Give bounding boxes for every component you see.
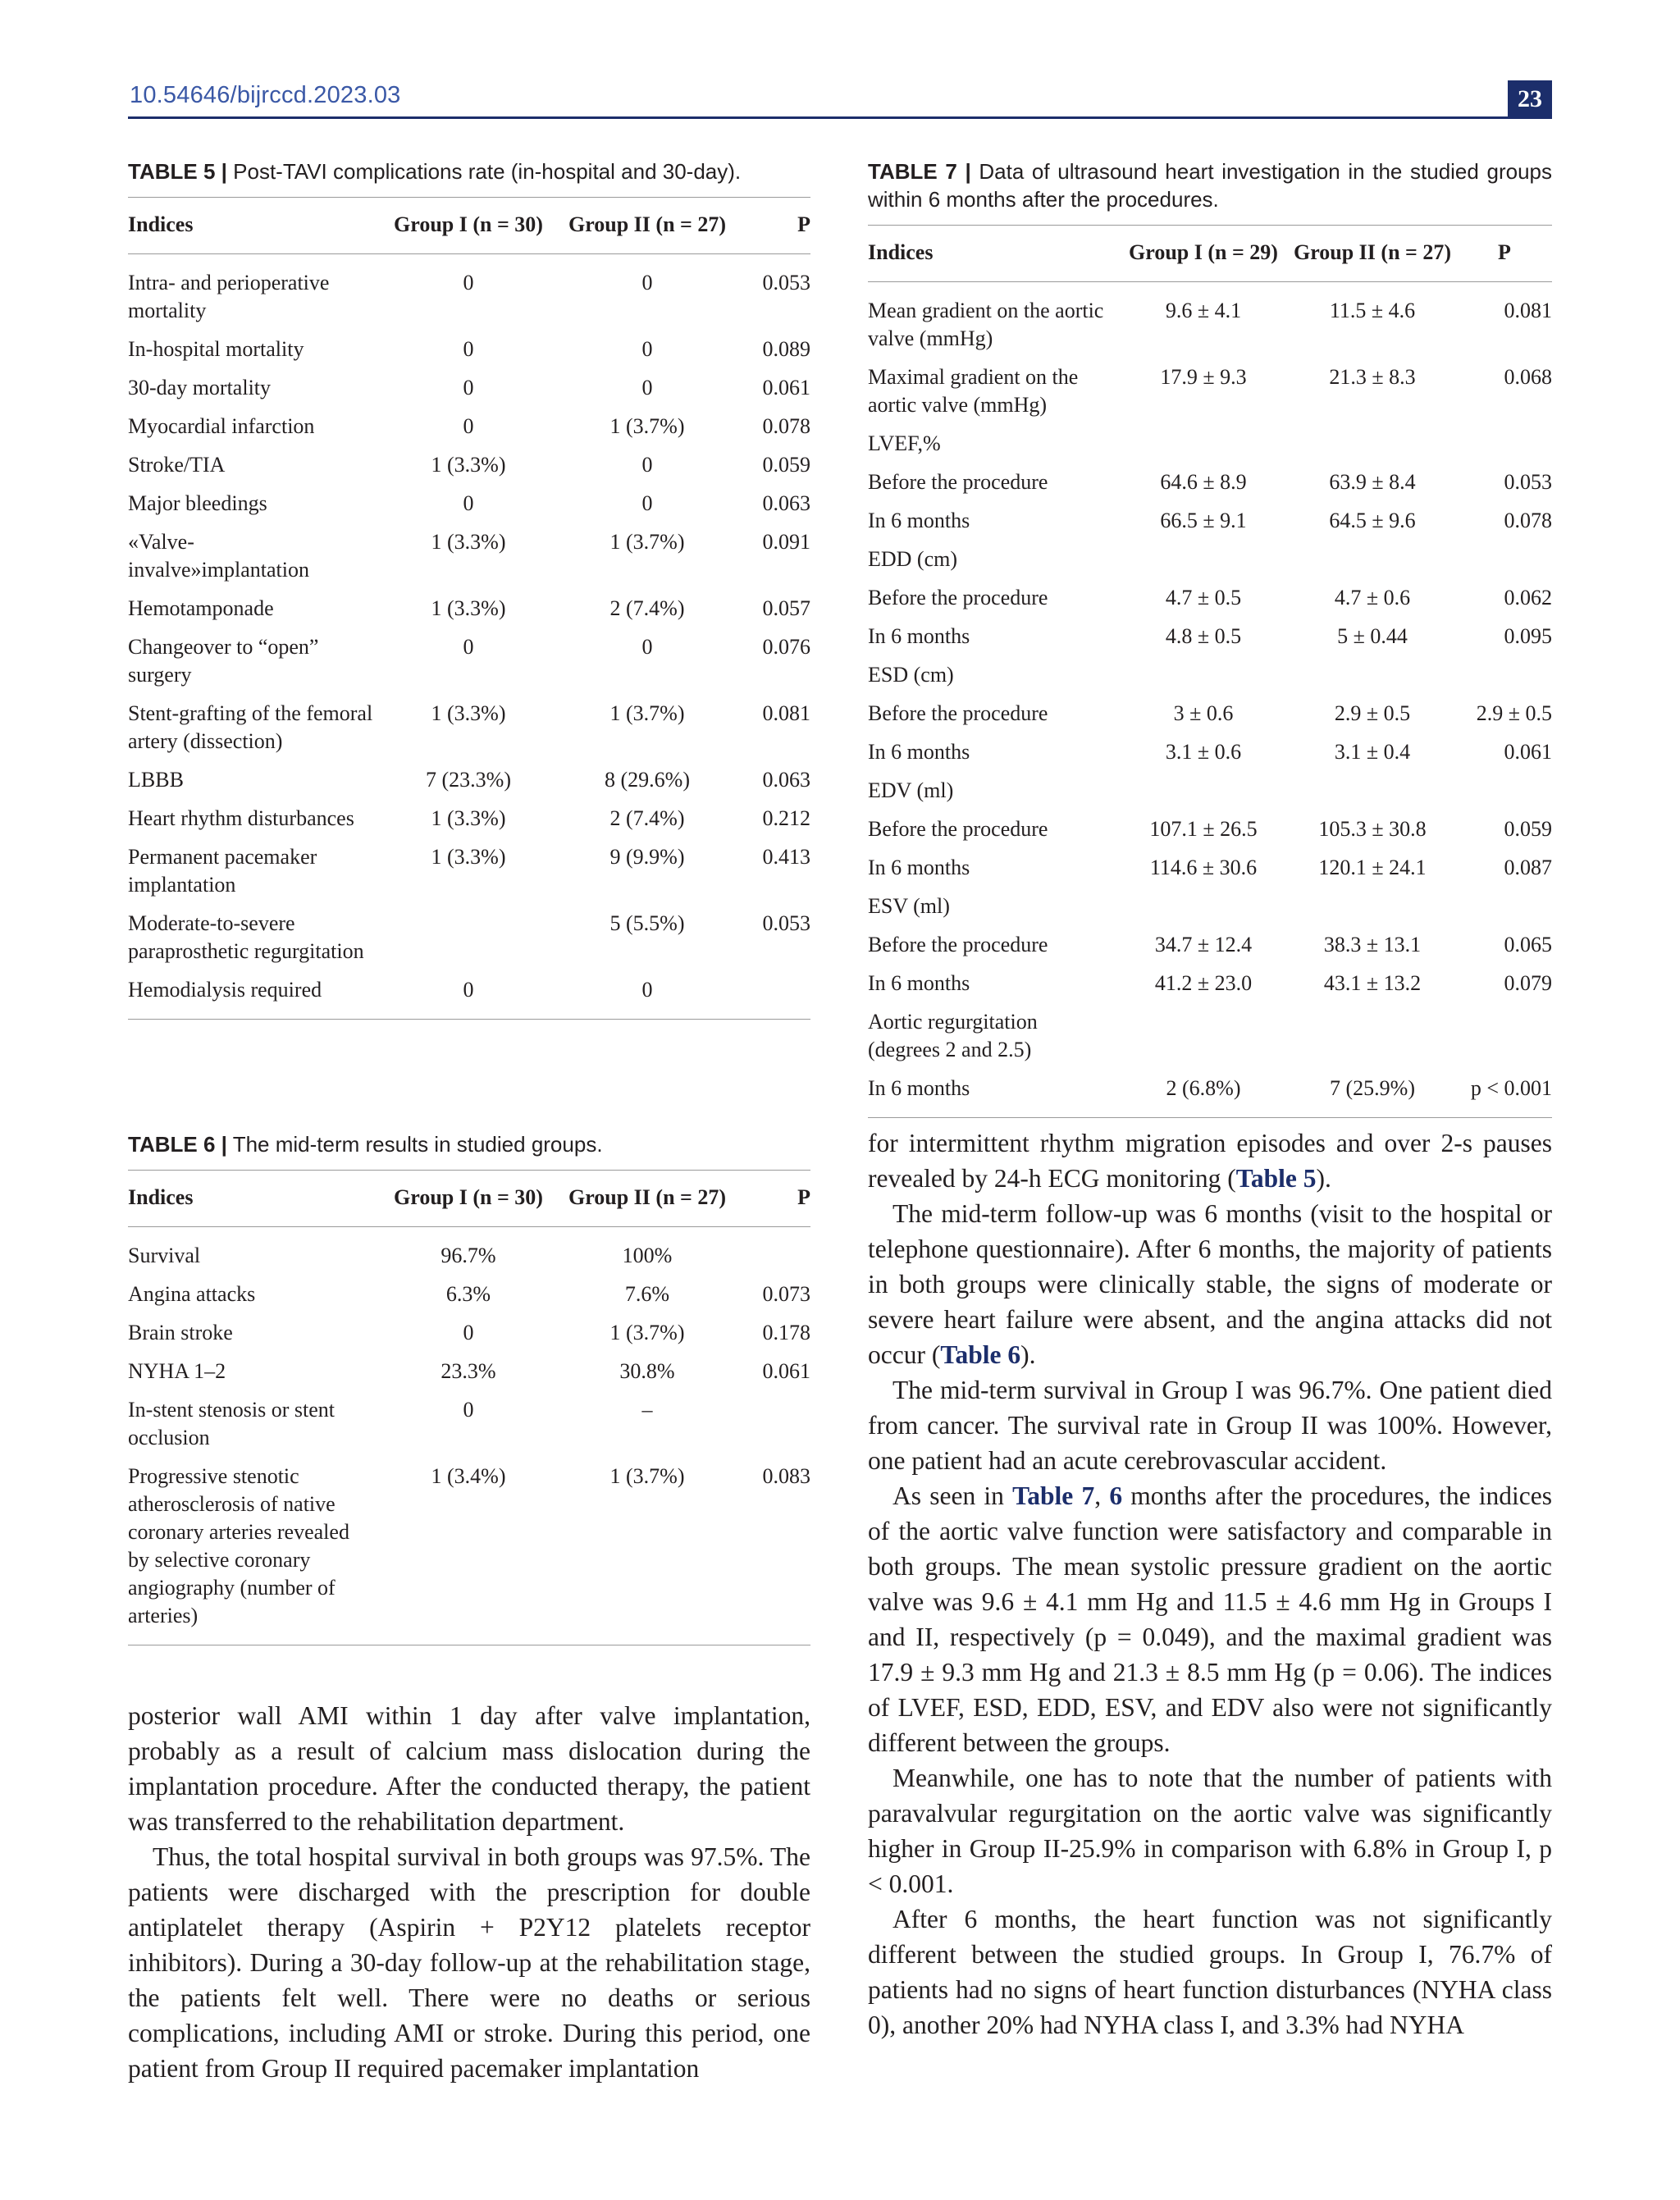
row-label-cell: Myocardial infarction: [128, 414, 315, 438]
value-cell: 0: [463, 414, 474, 438]
value-cell: 4.8 ± 0.5: [1165, 624, 1242, 648]
value-cell: [1457, 658, 1552, 696]
table-row: [868, 889, 1552, 928]
value-cell: 100%: [622, 1244, 673, 1267]
row-label-cell: Mean gradient on the aortic valve (mmHg): [868, 299, 1104, 350]
value-cell: 0.062: [1504, 586, 1552, 609]
value-cell: –: [641, 1398, 653, 1422]
value-cell: 9.6 ± 4.1: [1165, 299, 1242, 322]
table-row: [868, 504, 1552, 542]
row-label-cell: In 6 months: [868, 740, 970, 764]
paragraph: posterior wall AMI within 1 day after valve implantation, probably as a result of calcium mass dislocation during the implantation procedure. After the conducted therapy, the patient was transferred to the rehabilitation department.: [128, 1701, 810, 1836]
value-cell: 0.095: [1504, 624, 1552, 648]
left-column-text: [128, 1698, 810, 2086]
table-row: [868, 696, 1552, 735]
value-cell: [742, 1393, 810, 1459]
column-header: Indices: [128, 1171, 384, 1227]
value-cell: 8 (29.6%): [605, 768, 690, 792]
row-label-cell: Stroke/TIA: [128, 453, 226, 477]
value-cell: 120.1 ± 24.1: [1318, 856, 1427, 879]
value-cell: [1288, 658, 1457, 696]
value-cell: 3.1 ± 0.4: [1334, 740, 1411, 764]
table-row: [868, 966, 1552, 1005]
row-label-cell: Survival: [128, 1244, 201, 1267]
value-cell: 0.061: [762, 376, 810, 399]
value-cell: 0.089: [762, 337, 810, 361]
row-label-cell: Angina attacks: [128, 1282, 256, 1306]
value-cell: 23.3%: [441, 1359, 496, 1383]
value-cell: 6.3%: [445, 1282, 491, 1306]
value-cell: 0.063: [762, 491, 810, 515]
paragraph: Meanwhile, one has to note that the number of patients with paravalvular regurgitation on the aortic valve was significantly higher in Group II-25.9% in comparison with 6.8% in Group I, p < 0.001.: [868, 1764, 1552, 1898]
table-7: [868, 225, 1552, 1118]
table-row: [128, 906, 810, 973]
column-header: Group I (n = 30): [384, 198, 553, 254]
value-cell: 1 (3.3%): [431, 845, 506, 869]
value-cell: 1 (3.7%): [609, 530, 685, 554]
table-row: [128, 763, 810, 801]
value-cell: 1 (3.3%): [431, 530, 506, 554]
value-cell: [1457, 542, 1552, 581]
row-label-cell: Before the procedure: [868, 470, 1048, 494]
doi-link[interactable]: 10.54646/bijrccd.2023.03: [130, 82, 401, 108]
table-row: [868, 851, 1552, 889]
value-cell: 0: [463, 978, 474, 1002]
table-7-caption-text: Data of ultrasound heart investigation in the studied groups within 6 months after the procedures.: [868, 159, 1552, 212]
value-cell: [1119, 658, 1288, 696]
value-cell: 0.073: [762, 1282, 810, 1306]
right-column-text: [868, 1125, 1552, 2043]
value-cell: 0: [463, 1321, 474, 1344]
table-5-block: [128, 157, 810, 1020]
table-row: [128, 448, 810, 486]
value-cell: 0: [463, 635, 474, 659]
value-cell: 2 (6.8%): [1166, 1076, 1241, 1100]
value-cell: 43.1 ± 13.2: [1323, 971, 1422, 995]
value-cell: 0.212: [762, 806, 810, 830]
table-7-body: [868, 282, 1552, 1118]
value-cell: 3 ± 0.6: [1173, 701, 1234, 725]
value-cell: 0.053: [1504, 470, 1552, 494]
row-label-cell: Intra- and perioperative mortality: [128, 271, 330, 322]
page-header: [128, 80, 1552, 119]
value-cell: 114.6 ± 30.6: [1149, 856, 1258, 879]
column-header: Indices: [128, 198, 384, 254]
value-cell: 1 (3.7%): [609, 1464, 685, 1488]
value-cell: [1288, 542, 1457, 581]
value-cell: [1119, 427, 1288, 465]
value-cell: 64.5 ± 9.6: [1329, 509, 1416, 532]
table-row: [868, 1071, 1552, 1118]
value-cell: 0.059: [762, 453, 810, 477]
value-cell: 0: [641, 337, 653, 361]
value-cell: 0: [463, 376, 474, 399]
value-cell: 4.7 ± 0.6: [1334, 586, 1411, 609]
row-label-cell: Changeover to “open” surgery: [128, 635, 319, 687]
row-label-cell: LVEF,%: [868, 431, 941, 455]
value-cell: 0.079: [1504, 971, 1552, 995]
row-label-cell: 30-day mortality: [128, 376, 272, 399]
row-label-cell: Moderate-to-severe paraprosthetic regurgitation: [128, 911, 364, 963]
value-cell: [1119, 889, 1288, 928]
table-row: [868, 1005, 1552, 1071]
table-row: [868, 360, 1552, 427]
value-cell: 0.083: [762, 1464, 810, 1488]
table-7-header-row: [868, 226, 1552, 282]
value-cell: 0.061: [762, 1359, 810, 1383]
table-6-body: [128, 1227, 810, 1645]
table-row: [128, 1227, 810, 1278]
column-header: Group I (n = 29): [1119, 226, 1288, 282]
row-label-cell: Aortic regurgitation (degrees 2 and 2.5): [868, 1010, 1038, 1061]
value-cell: 1 (3.3%): [431, 806, 506, 830]
table-5-body: [128, 254, 810, 1020]
value-cell: 2 (7.4%): [609, 596, 685, 620]
paragraph: As seen in Table 7, 6 months after the procedures, the indices of the aortic valve function were satisfactory and comparable in both groups. The mean systolic pressure gradient on the aortic valve was 9.6 ± 4.1 mm Hg and 11.5 ± 4.6 mm Hg in Groups I and II, respectively (p = 0.049), and the maximal gradient was 17.9 ± 9.3 mm Hg and 21.3 ± 8.5 mm Hg (p = 0.06). The indices of LVEF, ESD, EDD, ESV, and EDV also were not significantly different between the groups.: [868, 1481, 1553, 1757]
table-row: [128, 525, 810, 591]
table-7-caption: [868, 157, 1552, 213]
row-label-cell: Brain stroke: [128, 1321, 233, 1344]
value-cell: 66.5 ± 9.1: [1160, 509, 1247, 532]
value-cell: 21.3 ± 8.3: [1329, 365, 1416, 389]
value-cell: 0.068: [1504, 365, 1552, 389]
row-label-cell: LBBB: [128, 768, 184, 792]
column-header: Group II (n = 27): [553, 1171, 742, 1227]
value-cell: 0.065: [1504, 933, 1552, 956]
table-row: [128, 801, 810, 840]
table-row: [868, 542, 1552, 581]
row-label-cell: In 6 months: [868, 1076, 970, 1100]
value-cell: 1 (3.7%): [609, 701, 685, 725]
value-cell: 0: [463, 491, 474, 515]
value-cell: 17.9 ± 9.3: [1160, 365, 1247, 389]
value-cell: 0.413: [762, 845, 810, 869]
value-cell: [1457, 427, 1552, 465]
row-label-cell: In 6 months: [868, 971, 970, 995]
table-7-link[interactable]: Table 7: [1012, 1481, 1095, 1510]
table-row: [128, 1459, 810, 1645]
row-label-cell: Permanent pacemaker implantation: [128, 845, 317, 897]
value-cell: 0: [463, 1398, 474, 1422]
value-cell: 0.081: [1504, 299, 1552, 322]
value-cell: [742, 1227, 810, 1278]
row-label-cell: Before the procedure: [868, 817, 1048, 841]
value-cell: [1457, 1005, 1552, 1071]
table-6-block: [128, 1130, 810, 1645]
paragraph: Thus, the total hospital survival in both groups was 97.5%. The patients were discharged with the prescription for double antiplatelet therapy (Aspirin + P2Y12 platelets receptor inhibitors). During a 30-day follow-up at the rehabilitation stage, the patients felt well. There were no deaths or serious complications, including AMI or stroke. During this period, one patient from Group II required pacemaker implantation: [128, 1842, 810, 2083]
value-cell: 41.2 ± 23.0: [1154, 971, 1253, 995]
value-cell: 1 (3.3%): [431, 453, 506, 477]
table-7-block: [868, 157, 1552, 1118]
row-label-cell: EDV (ml): [868, 778, 954, 802]
row-label-cell: Major bleedings: [128, 491, 267, 515]
value-cell: 0.081: [762, 701, 810, 725]
row-label-cell: EDD (cm): [868, 547, 958, 571]
value-cell: 38.3 ± 13.1: [1323, 933, 1422, 956]
value-cell: 107.1 ± 26.5: [1149, 817, 1258, 841]
figure-6-link[interactable]: 6: [1109, 1481, 1123, 1510]
table-row: [128, 630, 810, 696]
value-cell: 5 ± 0.44: [1337, 624, 1408, 648]
value-cell: 0.087: [1504, 856, 1552, 879]
value-cell: [1119, 542, 1288, 581]
value-cell: 0.053: [762, 911, 810, 935]
table-row: [128, 1393, 810, 1459]
column-header: Indices: [868, 226, 1119, 282]
row-label-cell: In-hospital mortality: [128, 337, 304, 361]
value-cell: 0: [641, 453, 653, 477]
value-cell: 0: [463, 271, 474, 294]
value-cell: 0.091: [762, 530, 810, 554]
value-cell: 1 (3.3%): [431, 701, 506, 725]
row-label-cell: «Valve-invalve»implantation: [128, 530, 309, 582]
value-cell: 0.059: [1504, 817, 1552, 841]
table-6-caption-text: The mid-term results in studied groups.: [232, 1132, 603, 1157]
paragraph: After 6 months, the heart function was not significantly different between the studied groups. In Group I, 76.7% of patients had no signs of heart function disturbances (NYHA class 0), another 20% had NYHA class I, and 3.3% had NYHA: [868, 1905, 1552, 2039]
row-label-cell: NYHA 1–2: [128, 1359, 226, 1383]
table-row: [128, 840, 810, 906]
value-cell: 0.078: [762, 414, 810, 438]
value-cell: 0.057: [762, 596, 810, 620]
value-cell: [1457, 889, 1552, 928]
row-label-cell: Heart rhythm disturbances: [128, 806, 354, 830]
table-row: [868, 465, 1552, 504]
table-row: [128, 332, 810, 371]
table-row: [128, 591, 810, 630]
value-cell: 0.063: [762, 768, 810, 792]
value-cell: [742, 973, 810, 1020]
row-label-cell: ESV (ml): [868, 894, 950, 918]
row-label-cell: In-stent stenosis or stent occlusion: [128, 1398, 336, 1449]
paragraph: The mid-term survival in Group I was 96.7%. One patient died from cancer. The survival rate in Group II was 100%. However, one patient had an acute cerebrovascular accident.: [868, 1376, 1552, 1475]
value-cell: [1457, 774, 1552, 812]
value-cell: 3.1 ± 0.6: [1165, 740, 1242, 764]
table-5-label: TABLE 5 |: [128, 159, 227, 184]
value-cell: [1288, 427, 1457, 465]
table-5-caption-text: Post-TAVI complications rate (in-hospital and 30-day).: [233, 159, 742, 184]
row-label-cell: Maximal gradient on the aortic valve (mmHg): [868, 365, 1079, 417]
value-cell: 0: [641, 271, 653, 294]
value-cell: 7.6%: [624, 1282, 670, 1306]
column-header: P: [742, 198, 810, 254]
row-label-cell: ESD (cm): [868, 663, 954, 687]
value-cell: 30.8%: [619, 1359, 675, 1383]
value-cell: 1 (3.7%): [609, 414, 685, 438]
table-5-caption: [128, 157, 810, 185]
table-row: [128, 371, 810, 409]
value-cell: 2.9 ± 0.5: [1476, 701, 1552, 725]
value-cell: 63.9 ± 8.4: [1329, 470, 1416, 494]
value-cell: 0: [641, 491, 653, 515]
table-row: [128, 973, 810, 1020]
row-label-cell: Before the procedure: [868, 586, 1048, 609]
row-label-cell: Before the procedure: [868, 933, 1048, 956]
table-row: [868, 774, 1552, 812]
table-row: [128, 486, 810, 525]
value-cell: 0: [641, 978, 653, 1002]
value-cell: [384, 906, 553, 973]
table-7-label: TABLE 7 |: [868, 159, 971, 184]
value-cell: 0.078: [1504, 509, 1552, 532]
value-cell: 2 (7.4%): [609, 806, 685, 830]
value-cell: 0: [641, 376, 653, 399]
table-row: [868, 658, 1552, 696]
value-cell: 7 (23.3%): [426, 768, 511, 792]
page-number: 23: [1508, 80, 1552, 116]
row-label-cell: Hemodialysis required: [128, 978, 322, 1002]
paragraph: The mid-term follow-up was 6 months (visit to the hospital or telephone questionnaire). After 6 months, the majority of patients in both groups were clinically stable, the signs of moderate or severe heart failure were absent, and the angina attacks did not occur (Table 6).: [868, 1199, 1552, 1369]
paragraph: for intermittent rhythm migration episodes and over 2-s pauses revealed by 24-h ECG monitoring (Table 5).: [868, 1129, 1552, 1193]
value-cell: 34.7 ± 12.4: [1154, 933, 1253, 956]
value-cell: 0: [463, 337, 474, 361]
value-cell: 4.7 ± 0.5: [1165, 586, 1242, 609]
table-6-label: TABLE 6 |: [128, 1132, 227, 1157]
value-cell: 7 (25.9%): [1330, 1076, 1415, 1100]
row-label-cell: In 6 months: [868, 624, 970, 648]
column-header: Group I (n = 30): [384, 1171, 553, 1227]
table-row: [868, 928, 1552, 966]
table-6-header-row: [128, 1171, 810, 1227]
row-label-cell: Hemotamponade: [128, 596, 274, 620]
value-cell: [1119, 1005, 1288, 1071]
table-row: [868, 812, 1552, 851]
table-6-link[interactable]: Table 6: [940, 1340, 1021, 1369]
value-cell: 105.3 ± 30.8: [1318, 817, 1427, 841]
value-cell: 2.9 ± 0.5: [1334, 701, 1411, 725]
table-row: [868, 619, 1552, 658]
value-cell: 1 (3.7%): [609, 1321, 685, 1344]
table-row: [128, 1354, 810, 1393]
table-5: [128, 197, 810, 1020]
row-label-cell: In 6 months: [868, 856, 970, 879]
row-label-cell: Before the procedure: [868, 701, 1048, 725]
value-cell: 1 (3.3%): [431, 596, 506, 620]
table-row: [128, 696, 810, 763]
column-header: P: [742, 1171, 810, 1227]
table-row: [128, 254, 810, 333]
row-label-cell: Progressive stenotic atherosclerosis of native coronary arteries revealed by selective coronary angiography (number of arteries): [128, 1464, 349, 1627]
table-row: [868, 735, 1552, 774]
column-header: Group II (n = 27): [553, 198, 742, 254]
value-cell: 5 (5.5%): [609, 911, 685, 935]
value-cell: 0.053: [762, 271, 810, 294]
column-header: Group II (n = 27): [1288, 226, 1457, 282]
value-cell: 9 (9.9%): [609, 845, 685, 869]
column-header: P: [1457, 226, 1552, 282]
table-6: [128, 1170, 810, 1645]
value-cell: 0.076: [762, 635, 810, 659]
row-label-cell: In 6 months: [868, 509, 970, 532]
value-cell: [1288, 774, 1457, 812]
value-cell: 0.178: [762, 1321, 810, 1344]
table-row: [868, 581, 1552, 619]
value-cell: 96.7%: [441, 1244, 496, 1267]
value-cell: 0.061: [1504, 740, 1552, 764]
value-cell: [1288, 889, 1457, 928]
value-cell: 1 (3.4%): [431, 1464, 506, 1488]
value-cell: 11.5 ± 4.6: [1329, 299, 1416, 322]
table-5-header-row: [128, 198, 810, 254]
table-row: [868, 427, 1552, 465]
value-cell: 64.6 ± 8.9: [1160, 470, 1247, 494]
table-row: [128, 409, 810, 448]
value-cell: [1119, 774, 1288, 812]
row-label-cell: Stent-grafting of the femoral artery (dissection): [128, 701, 373, 753]
table-row: [128, 1316, 810, 1354]
table-row: [868, 282, 1552, 361]
table-row: [128, 1277, 810, 1316]
value-cell: 0: [641, 635, 653, 659]
value-cell: p < 0.001: [1470, 1076, 1552, 1100]
table-6-caption: [128, 1130, 810, 1158]
value-cell: [1288, 1005, 1457, 1071]
table-5-link[interactable]: Table 5: [1235, 1164, 1317, 1193]
